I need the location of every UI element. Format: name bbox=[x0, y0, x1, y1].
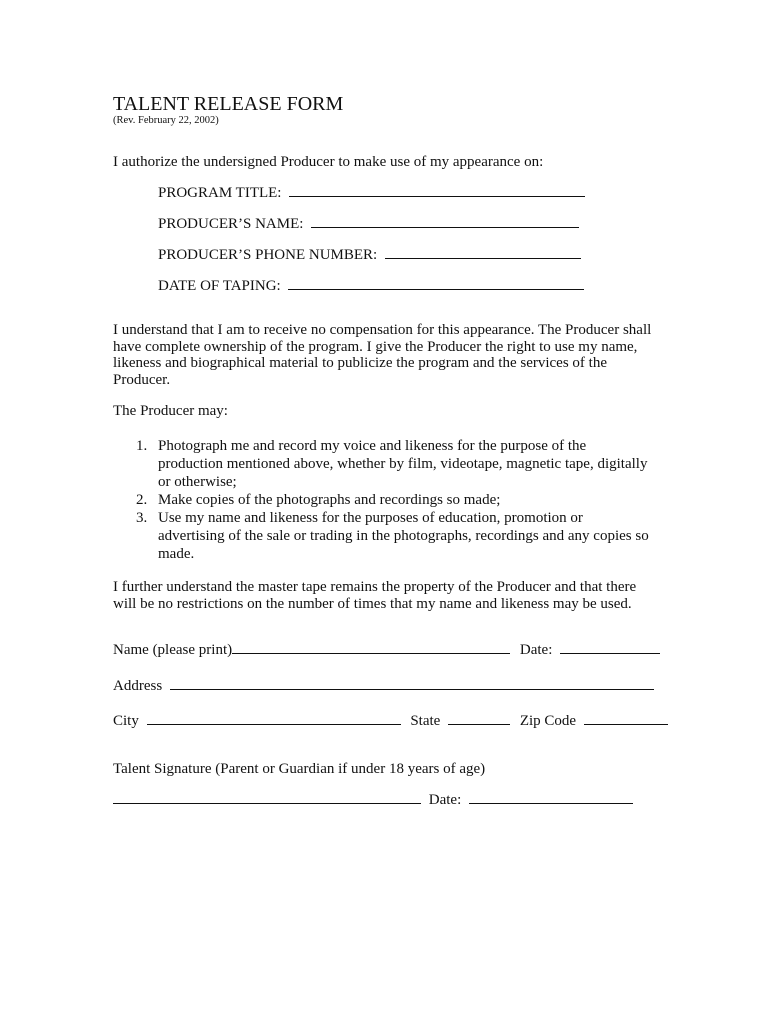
name-label: Name (please print) bbox=[113, 642, 233, 658]
signature-row bbox=[113, 791, 633, 809]
city-label: City bbox=[113, 713, 139, 729]
state-label: State bbox=[410, 713, 441, 729]
list-item-number: 1. bbox=[136, 438, 148, 454]
name-row bbox=[113, 641, 660, 659]
compensation-paragraph bbox=[113, 322, 651, 388]
signature-label: Talent Signature (Parent or Guardian if under 18 years of age) bbox=[113, 761, 486, 777]
zip-code-blank[interactable] bbox=[584, 723, 668, 725]
further-paragraph bbox=[113, 579, 636, 612]
program-title-field bbox=[158, 184, 585, 202]
producer-name-blank[interactable] bbox=[311, 226, 579, 228]
city-row bbox=[113, 712, 668, 730]
revision-date: (Rev. February 22, 2002) bbox=[113, 115, 219, 126]
list-item-line: Use my name and likeness for the purposes of education, promotion or bbox=[158, 510, 583, 526]
name-date-blank[interactable] bbox=[560, 652, 660, 654]
list-item-line: Make copies of the photographs and recordings so made; bbox=[158, 492, 501, 508]
further-line: I further understand the master tape remains the property of the Producer and that there bbox=[113, 579, 637, 595]
list-item-line: advertising of the sale or trading in the photographs, recordings and any copies so bbox=[158, 528, 649, 544]
signature-date-blank[interactable] bbox=[469, 802, 633, 804]
compensation-line: I understand that I am to receive no compensation for this appearance. The Producer shall bbox=[113, 322, 652, 338]
date-of-taping-blank[interactable] bbox=[288, 288, 584, 290]
producer-name-label: PRODUCER’S NAME: bbox=[158, 216, 304, 232]
form-title: TALENT RELEASE FORM bbox=[113, 93, 344, 115]
name-date-label: Date: bbox=[519, 642, 553, 658]
list-item-number: 2. bbox=[136, 492, 148, 508]
list-item-line: made. bbox=[158, 546, 195, 562]
compensation-line: have complete ownership of the program. I give the Producer the right to use my name, bbox=[113, 338, 638, 355]
address-label: Address bbox=[113, 678, 163, 694]
program-title-label: PROGRAM TITLE: bbox=[158, 185, 282, 201]
name-blank[interactable] bbox=[232, 652, 510, 654]
producer-phone-blank[interactable] bbox=[385, 257, 581, 259]
zip-code-label: Zip Code bbox=[519, 713, 577, 729]
date-of-taping-label: DATE OF TAPING: bbox=[158, 278, 281, 294]
list-item-line: production mentioned above, whether by film, videotape, magnetic tape, digitally bbox=[158, 456, 648, 472]
list-item-line: Photograph me and record my voice and likeness for the purpose of the bbox=[158, 438, 587, 454]
compensation-line: Producer. bbox=[113, 371, 171, 388]
producer-name-field bbox=[158, 215, 579, 233]
signature-blank[interactable] bbox=[113, 802, 421, 804]
producer-may-heading: The Producer may: bbox=[113, 403, 228, 419]
program-title-blank[interactable] bbox=[289, 195, 585, 197]
producer-phone-field bbox=[158, 246, 581, 264]
address-row bbox=[113, 677, 654, 695]
state-blank[interactable] bbox=[448, 723, 510, 725]
city-blank[interactable] bbox=[147, 723, 401, 725]
address-blank[interactable] bbox=[170, 688, 654, 690]
authorize-intro: I authorize the undersigned Producer to make use of my appearance on: bbox=[113, 154, 544, 170]
list-item-number: 3. bbox=[136, 510, 148, 526]
further-line: will be no restrictions on the number of times that my name and likeness may be used. bbox=[113, 595, 632, 612]
producer-phone-label: PRODUCER’S PHONE NUMBER: bbox=[158, 247, 378, 263]
date-of-taping-field bbox=[158, 277, 584, 295]
compensation-line: likeness and biographical material to publicize the program and the services of the bbox=[113, 355, 607, 372]
list-item-line: or otherwise; bbox=[158, 474, 237, 490]
signature-date-label: Date: bbox=[428, 792, 462, 808]
